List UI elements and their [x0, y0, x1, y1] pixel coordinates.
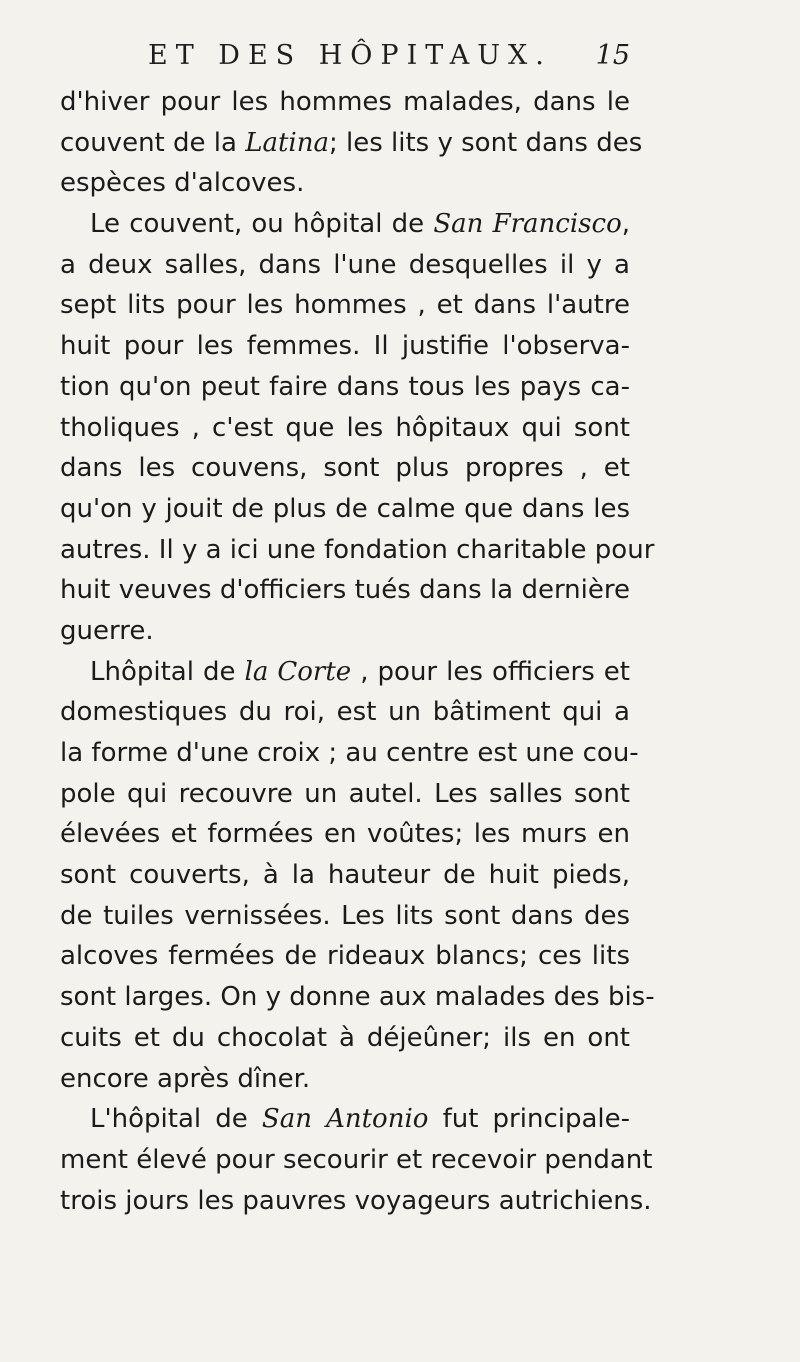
page-number: 15	[595, 40, 630, 71]
text-line	[60, 611, 630, 652]
text-line	[60, 652, 630, 693]
text-line	[60, 163, 630, 204]
text-line	[60, 1059, 630, 1100]
text-line	[60, 530, 655, 571]
text-line	[60, 285, 630, 326]
text-line	[60, 855, 630, 896]
text-run: dans les couvens, sont plus propres , et	[60, 453, 630, 484]
text-run: couvent de la	[60, 127, 246, 158]
text-run: tion qu'on peut faire dans tous les pays ca-	[60, 371, 630, 402]
text-run: trois jours les pauvres voyageurs autrichiens.	[60, 1185, 652, 1216]
text-run: fut principale-	[428, 1104, 630, 1135]
text-run: ; les lits y sont dans des	[328, 127, 643, 158]
italic-text: San Antonio	[261, 1104, 429, 1135]
text-run: autres. Il y a ici une fondation charitable pour	[60, 534, 655, 565]
text-line	[60, 692, 630, 733]
text-run: pole qui recouvre un autel. Les salles sont	[60, 778, 630, 809]
text-line	[60, 123, 643, 164]
text-run: la forme d'une croix ; au centre est une cou-	[60, 738, 639, 768]
body-text	[60, 82, 655, 1221]
text-run: sont couverts, à la hauteur de huit pieds,	[60, 860, 630, 891]
text-line	[60, 245, 630, 286]
text-line	[60, 1099, 630, 1140]
text-line	[60, 1018, 630, 1059]
text-line	[60, 489, 630, 530]
text-run: cuits et du chocolat à déjeûner; ils en ont	[60, 1022, 630, 1053]
text-run: de tuiles vernissées. Les lits sont dans des	[60, 900, 630, 931]
text-line	[60, 570, 630, 611]
italic-text: la Corte	[244, 656, 352, 687]
text-run: espèces d'alcoves.	[60, 168, 305, 199]
text-line	[60, 1181, 652, 1222]
text-run: L'hôpital de	[90, 1104, 262, 1135]
running-header	[148, 40, 630, 80]
text-run: tholiques , c'est que les hôpitaux qui sont	[60, 412, 630, 443]
text-line	[60, 814, 630, 855]
text-run: encore après dîner.	[60, 1063, 311, 1094]
text-line	[60, 448, 630, 489]
text-line	[60, 367, 630, 408]
text-run: , pour les officiers et	[351, 656, 630, 687]
text-run: sont larges. On y donne aux malades des bis-	[60, 982, 655, 1013]
running-title: ET DES HÔPITAUX.	[148, 40, 552, 71]
text-run: guerre.	[60, 615, 154, 646]
text-run: domestiques du roi, est un bâtiment qui a	[60, 697, 630, 728]
text-run: ment élevé pour secourir et recevoir pendant	[60, 1144, 653, 1175]
text-run: ,	[621, 209, 630, 240]
text-run: alcoves fermées de rideaux blancs; ces lits	[60, 941, 630, 972]
text-line	[60, 1140, 653, 1181]
text-line	[60, 896, 630, 937]
text-run: Lhôpital de	[90, 656, 245, 687]
text-line	[60, 774, 630, 815]
text-run: sept lits pour les hommes , et dans l'autre	[60, 290, 630, 321]
text-line	[60, 733, 639, 774]
text-run: huit pour les femmes. Il justifie l'observa-	[60, 331, 630, 362]
text-run: huit veuves d'officiers tués dans la dernière	[60, 575, 630, 606]
italic-text: San Francisco	[433, 209, 622, 240]
text-run: Le couvent, ou hôpital de	[90, 209, 434, 240]
text-run: élevées et formées en voûtes; les murs en	[60, 819, 630, 850]
text-line	[60, 204, 630, 245]
text-run: a deux salles, dans l'une desquelles il y a	[60, 249, 630, 280]
text-line	[60, 977, 655, 1018]
text-run: d'hiver pour les hommes malades, dans le	[60, 87, 630, 117]
text-line	[60, 936, 630, 977]
text-run: qu'on y jouit de plus de calme que dans les	[60, 493, 630, 524]
italic-text: Latina	[245, 127, 329, 158]
text-line	[60, 82, 630, 123]
text-line	[60, 408, 630, 449]
text-line	[60, 326, 630, 367]
